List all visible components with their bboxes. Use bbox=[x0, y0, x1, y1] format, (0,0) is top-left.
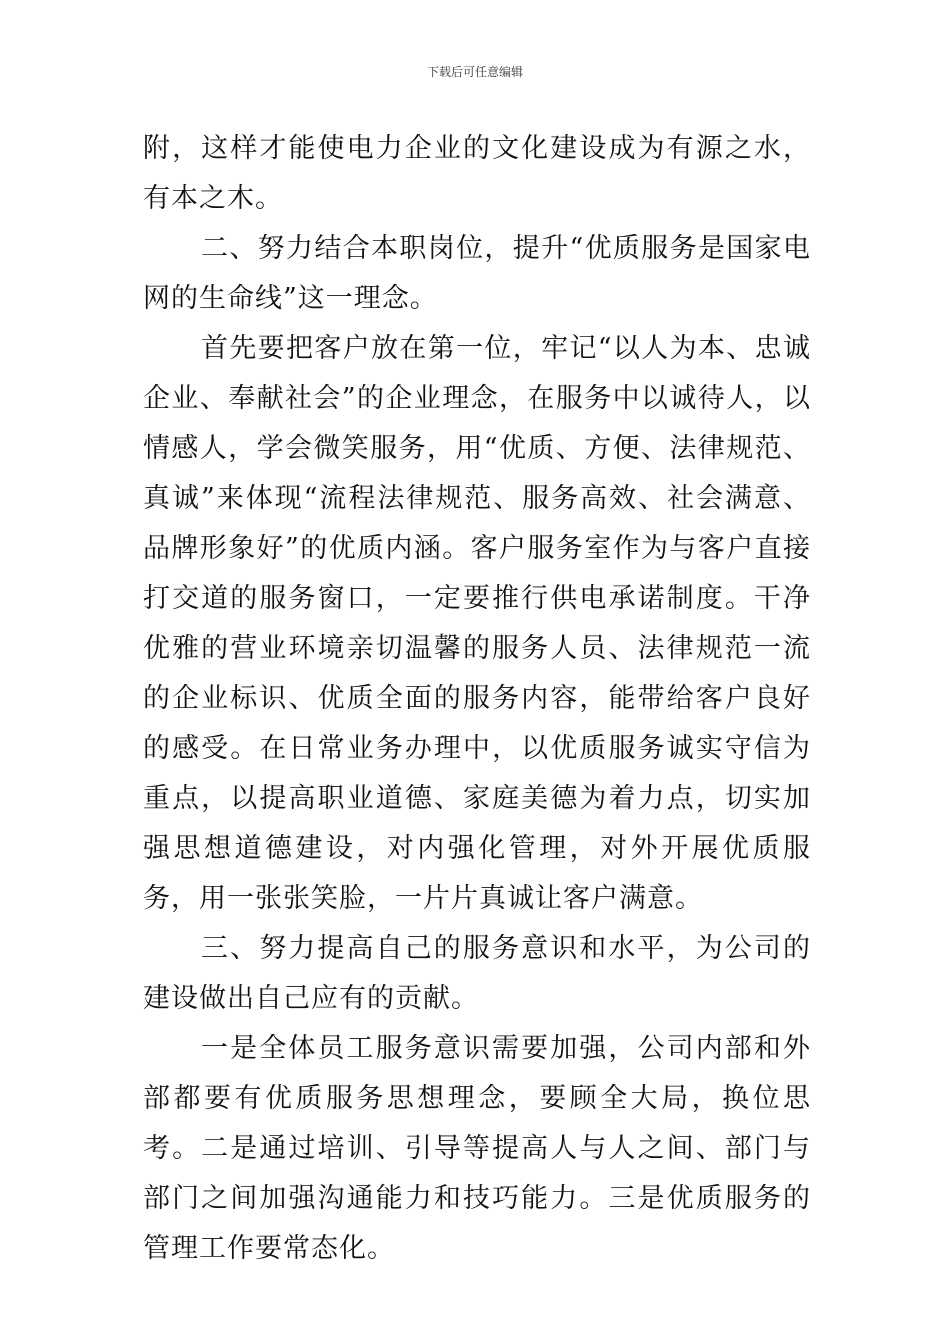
paragraph-continuation: 附，这样才能使电力企业的文化建设成为有源之水，有本之木。 bbox=[143, 133, 811, 214]
section-heading-2: 二、努力结合本职岗位，提升“优质服务是国家电网的生命线”这一理念。 bbox=[143, 233, 811, 314]
paragraph-customer-service: 首先要把客户放在第一位，牢记“以人为本、忠诚企业、奉献社会”的企业理念，在服务中以诚待人，以情感人，学会微笑服务，用“优质、方便、法律规范、真诚”来体现“流程法律规范、服务高效、社会满意、品牌形象好”的优质内涵。客户服务室作为与客户直接打交道的服务窗口，一定要推行供电承诺制度。干净优雅的营业环境亲切温馨的服务人员、法律规范一流的企业标识、优质全面的服务内容，能带给客户良好的感受。在日常业务办理中，以优质服务诚实守信为重点，以提高职业道德、家庭美德为着力点，切实加强思想道德建设，对内强化管理，对外开展优质服务，用一张张笑脸，一片片真诚让客户满意。 bbox=[143, 333, 811, 914]
document-body bbox=[143, 124, 811, 1274]
section-heading-3: 三、努力提高自己的服务意识和水平，为公司的建设做出自己应有的贡献。 bbox=[143, 933, 811, 1014]
paragraph-service-awareness: 一是全体员工服务意识需要加强，公司内部和外部都要有优质服务思想理念，要顾全大局，换位思考。二是通过培训、引导等提高人与人之间、部门与部门之间加强沟通能力和技巧能力。三是优质服务的管理工作要常态化。 bbox=[143, 1033, 811, 1264]
page-header: 下载后可任意编辑 bbox=[426, 65, 523, 79]
